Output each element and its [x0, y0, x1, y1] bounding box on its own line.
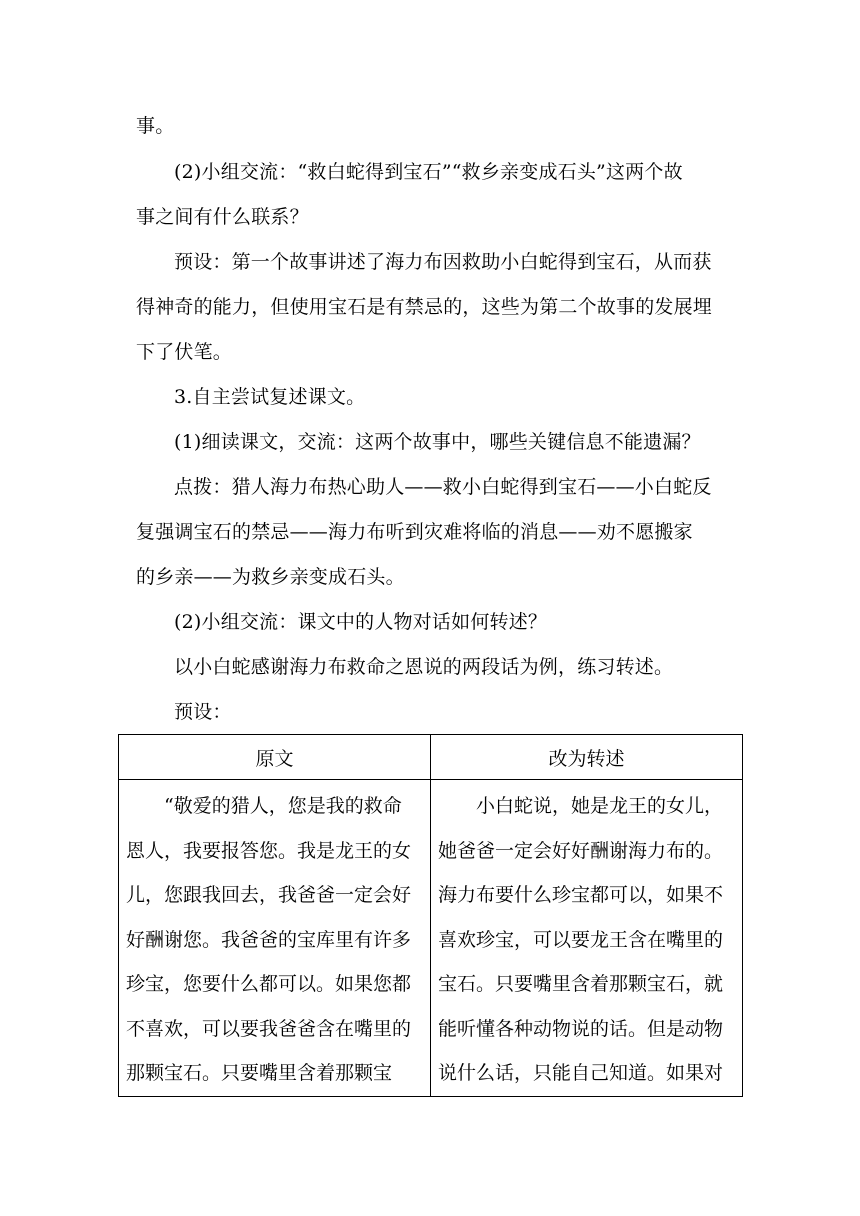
paragraph-line: 复强调宝石的禁忌——海力布听到灾难将临的消息——劝不愿搬家 [136, 521, 693, 543]
cell-text-line: 能听懂各种动物说的话。但是动物 [438, 1017, 724, 1040]
header-retold: 改为转述 [431, 735, 743, 780]
paragraph-line: (2)小组交流：“救白蛇得到宝石”“救乡亲变成石头”这两个故 [174, 161, 683, 183]
paragraph-line: 以小白蛇感谢海力布救命之恩说的两段话为例，练习转述。 [174, 656, 674, 678]
header-original: 原文 [119, 735, 431, 780]
paragraph-line: 得神奇的能力，但使用宝石是有禁忌的，这些为第二个故事的发展埋 [136, 296, 713, 318]
section-heading: 3.自主尝试复述课文。 [174, 386, 366, 408]
paragraph-line: 事。 [136, 115, 175, 137]
cell-text-line: 好酬谢您。我爸爸的宝库里有许多 [126, 928, 412, 951]
cell-text-line: 宝石。只要嘴里含着那颗宝石，就 [438, 973, 724, 995]
cell-text-line: 海力布要什么珍宝都可以，如果不 [438, 884, 724, 906]
cell-text-line: 珍宝，您要什么都可以。如果您都 [126, 973, 412, 995]
cell-text-line: 不喜欢，可以要我爸爸含在嘴里的 [126, 1017, 412, 1040]
cell-text-line: 她爸爸一定会好好酬谢海力布的。 [438, 839, 724, 862]
paragraph-line: 下了伏笔。 [136, 341, 233, 363]
paragraph-line: (1)细读课文，交流：这两个故事中，哪些关键信息不能遗漏？ [174, 431, 701, 453]
table-header-row [119, 735, 743, 780]
original-text [126, 784, 423, 1096]
retold-text-cell [431, 780, 743, 1097]
cell-text-line: 喜欢珍宝，可以要龙王含在嘴里的 [438, 928, 724, 951]
paragraph-line: 预设：第一个故事讲述了海力布因救助小白蛇得到宝石，从而获 [174, 251, 712, 273]
cell-text-line: 那颗宝石。只要嘴里含着那颗宝 [126, 1062, 393, 1084]
cell-text-line: 儿，您跟我回去，我爸爸一定会好 [126, 884, 412, 906]
paragraph-line: 事之间有什么联系？ [136, 206, 309, 228]
original-text-cell [119, 780, 431, 1097]
cell-text-line: “敬爱的猎人，您是我的救命 [164, 795, 402, 817]
paragraph-line: 预设： [174, 701, 232, 723]
table-row [119, 780, 743, 1097]
cell-text-line: 说什么话，只能自己知道。如果对 [438, 1062, 724, 1084]
paragraph-line: 点拨：猎人海力布热心助人——救小白蛇得到宝石——小白蛇反 [174, 476, 712, 498]
cell-text-line: 恩人，我要报答您。我是龙王的女 [126, 839, 412, 862]
paragraph-line: 的乡亲——为救乡亲变成石头。 [136, 566, 405, 588]
retold-text [438, 784, 735, 1096]
comparison-table [118, 734, 743, 1097]
cell-text-line: 小白蛇说，她是龙王的女儿， [476, 795, 724, 817]
paragraph-line: (2)小组交流：课文中的人物对话如何转述？ [174, 611, 548, 633]
